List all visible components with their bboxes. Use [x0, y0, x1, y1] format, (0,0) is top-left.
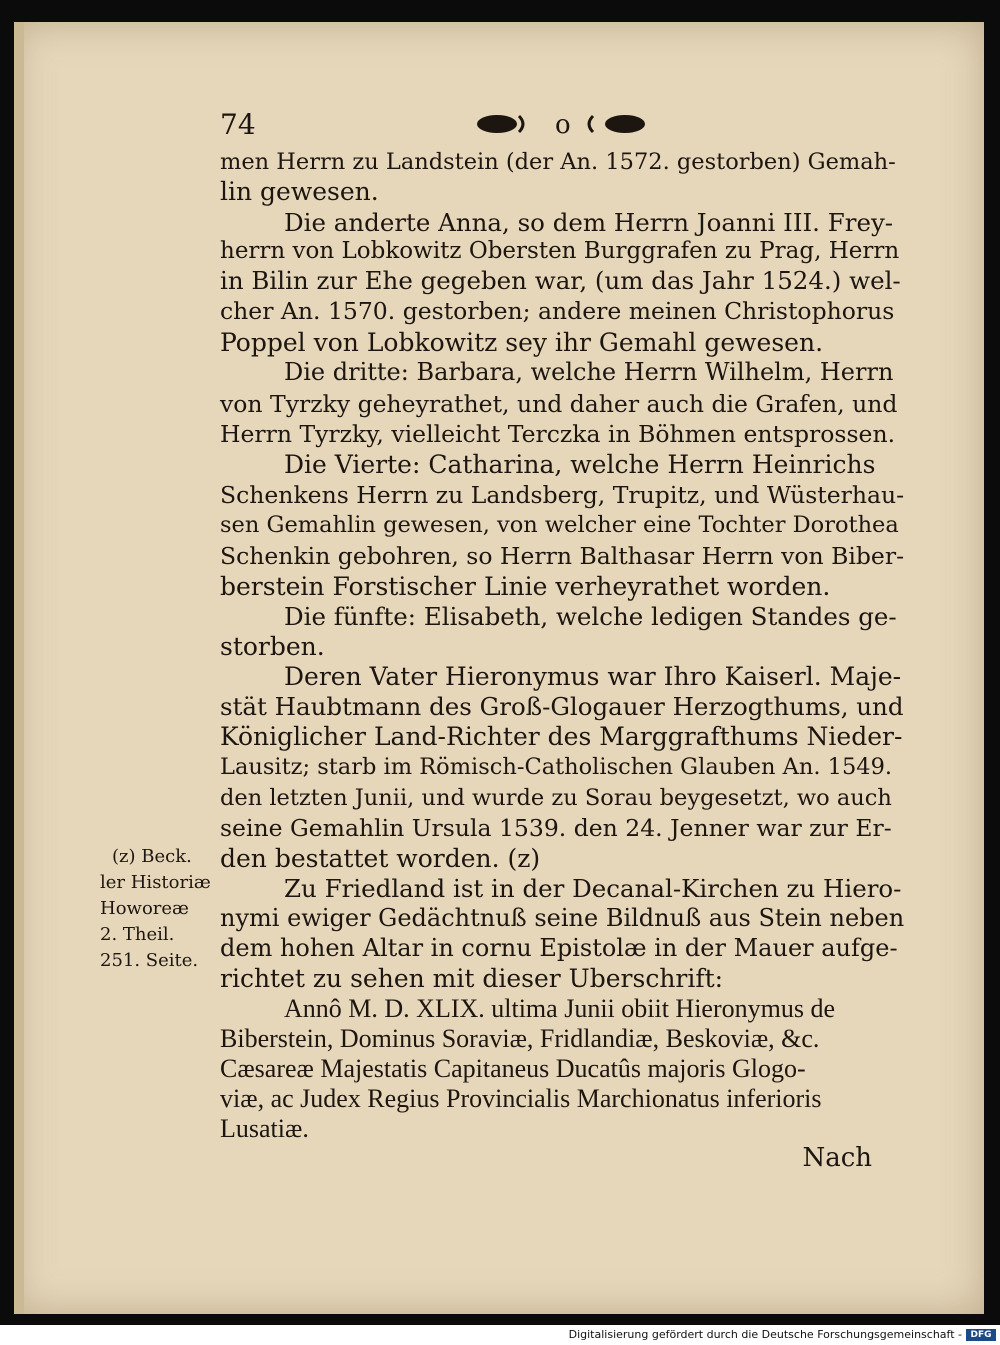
text-line: in Bilin zur Ehe gegeben war, (um das Jahr 1524.) wel-	[220, 266, 901, 295]
text-line: Lausitz; starb im Römisch-Catholischen Glauben An. 1549.	[220, 754, 893, 780]
inscription-line: Lusatiæ.	[220, 1114, 309, 1143]
text-line: Herrn Tyrzky, vielleicht Terczka in Böhmen entsprossen.	[220, 420, 896, 448]
text-line: Die anderte Anna, so dem Herrn Joanni III. Frey-	[284, 208, 894, 237]
margin-note-line: ler Historiæ	[100, 872, 211, 893]
header-ornament	[475, 108, 655, 142]
text-line: herrn von Lobkowitz Obersten Burggrafen zu Prag, Herrn	[220, 238, 900, 264]
margin-note-line: Howoreæ	[100, 898, 189, 919]
text-line: berstein Forstischer Linie verheyrathet worden.	[220, 572, 831, 601]
text-line: nymi ewiger Gedächtnuß seine Bildnuß aus Stein neben	[220, 904, 905, 932]
footer-bar	[0, 1325, 1000, 1345]
ornament-right-flourish	[605, 115, 645, 133]
text-line: seine Gemahlin Ursula 1539. den 24. Jenner war zur Er-	[220, 814, 892, 842]
funding-notice: Digitalisierung gefördert durch die Deutsche Forschungsgemeinschaft -	[568, 1328, 962, 1341]
text-line: Die fünfte: Elisabeth, welche ledigen Standes ge-	[284, 602, 897, 631]
text-line: Zu Friedland ist in der Decanal-Kirchen zu Hiero-	[284, 874, 902, 903]
text-line: Schenkens Herrn zu Landsberg, Trupitz, und Wüsterhau-	[220, 481, 905, 509]
text-line: Poppel von Lobkowitz sey ihr Gemahl gewesen.	[220, 328, 824, 357]
page-edge	[14, 22, 24, 1314]
text-line: lin gewesen.	[220, 177, 379, 206]
text-line: von Tyrzky geheyrathet, und daher auch die Grafen, und	[220, 390, 898, 418]
text-line: sen Gemahlin gewesen, von welcher eine Tochter Dorothea	[220, 512, 899, 538]
inscription-line: Cæsareæ Majestatis Capitaneus Ducatûs majoris Glogo-	[220, 1054, 806, 1083]
text-line: den bestattet worden. (z)	[220, 844, 541, 873]
margin-note-line: 2. Theil.	[100, 924, 175, 945]
inscription-line: Annô M. D. XLIX. ultima Junii obiit Hieronymus de	[284, 994, 836, 1023]
text-line: cher An. 1570. gestorben; andere meinen Christophorus	[220, 297, 895, 325]
text-line: stät Haubtmann des Groß-Glogauer Herzogthums, und	[220, 692, 904, 721]
text-line: Deren Vater Hieronymus war Ihro Kaiserl. Maje-	[284, 662, 902, 691]
text-line: richtet zu sehen mit dieser Uberschrift:	[220, 964, 724, 993]
margin-note-line: 251. Seite.	[100, 950, 199, 971]
dfg-logo[interactable]: DFG	[966, 1329, 996, 1341]
catchword: Nach	[802, 1143, 872, 1173]
text-line: Die Vierte: Catharina, welche Herrn Heinrichs	[284, 450, 876, 479]
text-line: storben.	[220, 632, 325, 661]
ornament-left-flourish	[477, 115, 517, 133]
text-line: Königlicher Land-Richter des Marggrafthums Nieder-	[220, 722, 903, 751]
ornament-right-bracket	[589, 116, 593, 132]
text-line: Die dritte: Barbara, welche Herrn Wilhelm, Herrn	[284, 358, 894, 386]
text-line: den letzten Junii, und wurde zu Sorau beygesetzt, wo auch	[220, 785, 892, 811]
ornament-left-bracket	[519, 116, 523, 132]
page-number: 74	[220, 108, 256, 141]
text-line: Schenkin gebohren, so Herrn Balthasar Herrn von Biber-	[220, 542, 905, 570]
inscription-line: Biberstein, Dominus Soraviæ, Fridlandiæ, Beskoviæ, &c.	[220, 1024, 820, 1053]
text-line: dem hohen Altar in cornu Epistolæ in der Mauer aufge-	[220, 934, 898, 962]
ornament-center: o	[555, 110, 571, 140]
inscription-line: viæ, ac Judex Regius Provincialis Marchionatus inferioris	[220, 1084, 822, 1113]
margin-note-line: (z) Beck.	[112, 846, 192, 867]
text-line: men Herrn zu Landstein (der An. 1572. gestorben) Gemah-	[220, 149, 896, 175]
